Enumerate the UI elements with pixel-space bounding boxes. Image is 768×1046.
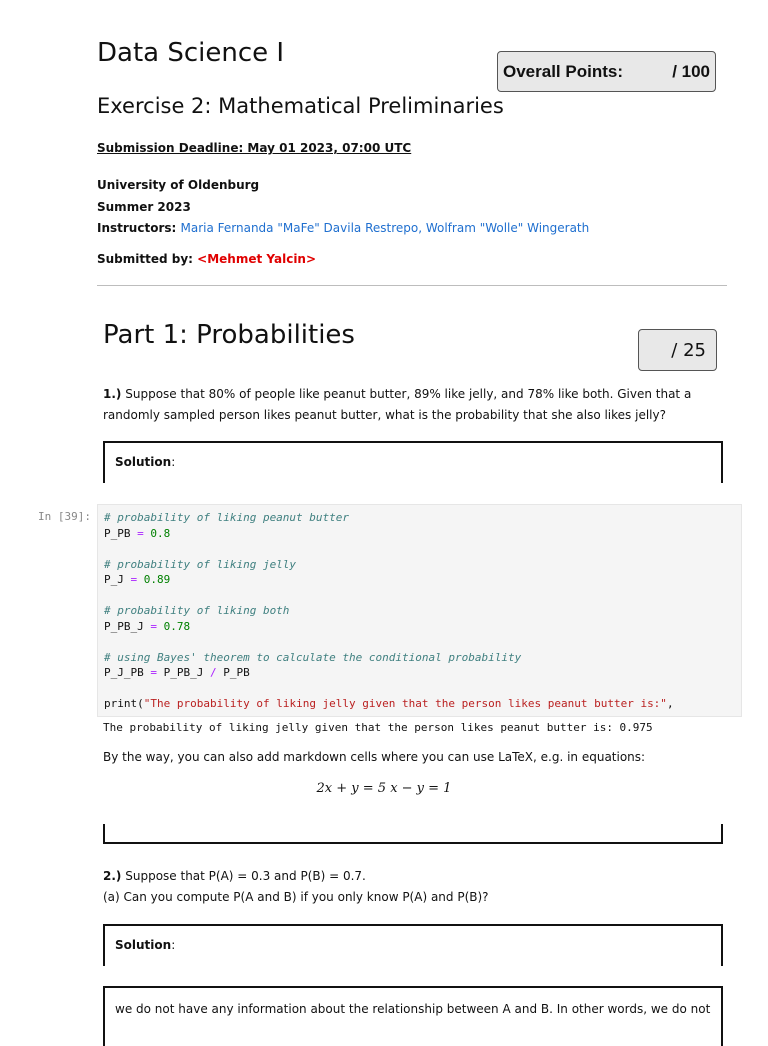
q2-number: 2.) — [103, 869, 122, 883]
overall-points-value: / 100 — [672, 61, 710, 81]
overall-points-label: Overall Points: — [503, 61, 623, 81]
q1-text: Suppose that 80% of people like peanut butter, 89% like jelly, and 78% like both. Given that a randomly sampled person likes peanut butter, what is the probability that she also likes jelly? — [103, 387, 692, 422]
markdown-note: By the way, you can also add markdown cells where you can use LaTeX, e.g. in equations: — [103, 750, 646, 764]
submission-deadline: Submission Deadline: May 01 2023, 07:00 UTC — [97, 141, 412, 155]
solution-label: Solution: — [115, 455, 176, 469]
solution-box-2[interactable] — [103, 924, 723, 966]
solution-label-2: Solution: — [115, 938, 176, 952]
q2a-text: (a) Can you compute P(A and B) if you only know P(A) and P(B)? — [103, 890, 489, 904]
page-title: Data Science I — [97, 38, 285, 68]
solution-2-text: we do not have any information about the relationship between A and B. In other words, we do not — [115, 1002, 711, 1016]
cell-output: The probability of liking jelly given that the person likes peanut butter is: 0.975 — [103, 721, 653, 734]
solution-box-3[interactable] — [103, 986, 723, 1046]
instructors-label: Instructors — [97, 221, 172, 235]
submitted-label: Submitted by: — [97, 252, 193, 266]
divider — [97, 285, 727, 286]
submitted-by — [97, 252, 316, 266]
q1-number: 1.) — [103, 387, 122, 401]
question-1 — [103, 384, 728, 426]
code-text: # probability of liking peanut butter P_PB = 0.8 # probability of liking jelly P_J = 0.89 # probability of liking both P_PB_J = 0.78 # using Bayes' theorem to calculate the conditional probability P_J_PB = P_PB_J / P_PB print("The probability of liking jelly given that the person likes peanut butter is:", — [104, 511, 674, 710]
part1-title: Part 1: Probabilities — [103, 320, 355, 350]
instructors-link[interactable]: Maria Fernanda "MaFe" Davila Restrepo, Wolfram "Wolle" Wingerath — [180, 221, 590, 235]
submitted-name: <Mehmet Yalcin> — [197, 252, 317, 266]
code-cell[interactable] — [97, 504, 742, 717]
exercise-title: Exercise 2: Mathematical Preliminaries — [97, 94, 504, 118]
equation: 2x + y = 5 x − y = 1 — [316, 781, 452, 796]
q2-text: Suppose that P(A) = 0.3 and P(B) = 0.7. — [125, 869, 366, 883]
course-info — [97, 175, 589, 240]
cell-prompt: In [39]: — [38, 510, 91, 523]
semester: Summer 2023 — [97, 199, 191, 214]
question-2 — [103, 866, 489, 908]
part1-points-box: / 25 — [638, 329, 717, 371]
solution-box-1-bottom — [103, 824, 723, 844]
solution-box-1[interactable] — [103, 441, 723, 483]
overall-points-box — [497, 51, 716, 92]
instructors-line: Instructors: Maria Fernanda "MaFe" Davila Restrepo, Wolfram "Wolle" Wingerath — [97, 221, 590, 235]
university: University of Oldenburg — [97, 178, 260, 192]
